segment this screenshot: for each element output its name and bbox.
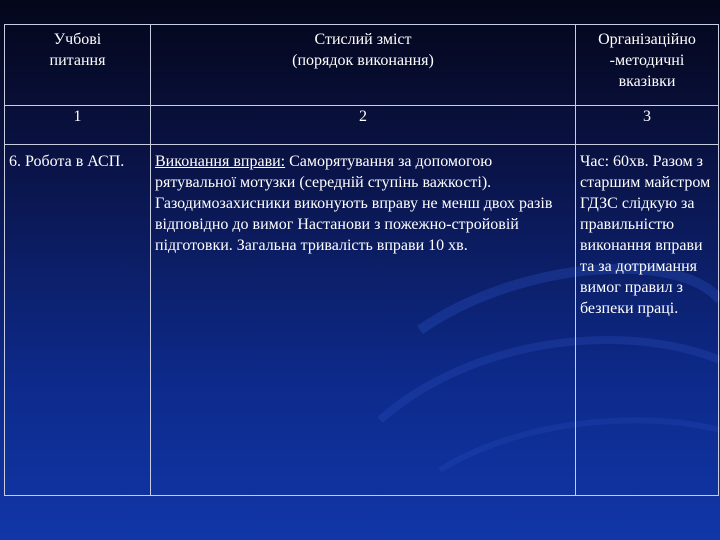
- topic-cell: 6. Робота в АСП.: [5, 145, 151, 496]
- column-number-1: 1: [5, 106, 151, 145]
- column-number-2: 2: [151, 106, 576, 145]
- content-cell: [151, 145, 576, 496]
- exercise-label: Виконання вправи:: [155, 153, 286, 170]
- column-number-3: 3: [576, 106, 719, 145]
- table-header-row: [5, 25, 719, 106]
- header-study-questions: Учбові питання: [5, 25, 151, 106]
- lesson-plan-table: [4, 24, 719, 496]
- header-method-notes: Організаційно -методичні вказівки: [576, 25, 719, 106]
- header-summary: Стислий зміст (порядок виконання): [151, 25, 576, 106]
- exercise-description: Саморятування за допомогою рятувальної мотузки (середній ступінь важкості). Газодимозахисники виконують вправу не менш двох разів відповідно до вимог Настанови з пожежно-стройовій підготовки. Загальна тривалість вправи 10 хв.: [155, 153, 553, 254]
- column-number-row: [5, 106, 719, 145]
- table-row: [5, 145, 719, 496]
- notes-cell: Час: 60хв. Разом з старшим майстром ГДЗС слідкую за правильністю виконання вправи та за дотримання вимог правил з безпеки праці.: [576, 145, 719, 496]
